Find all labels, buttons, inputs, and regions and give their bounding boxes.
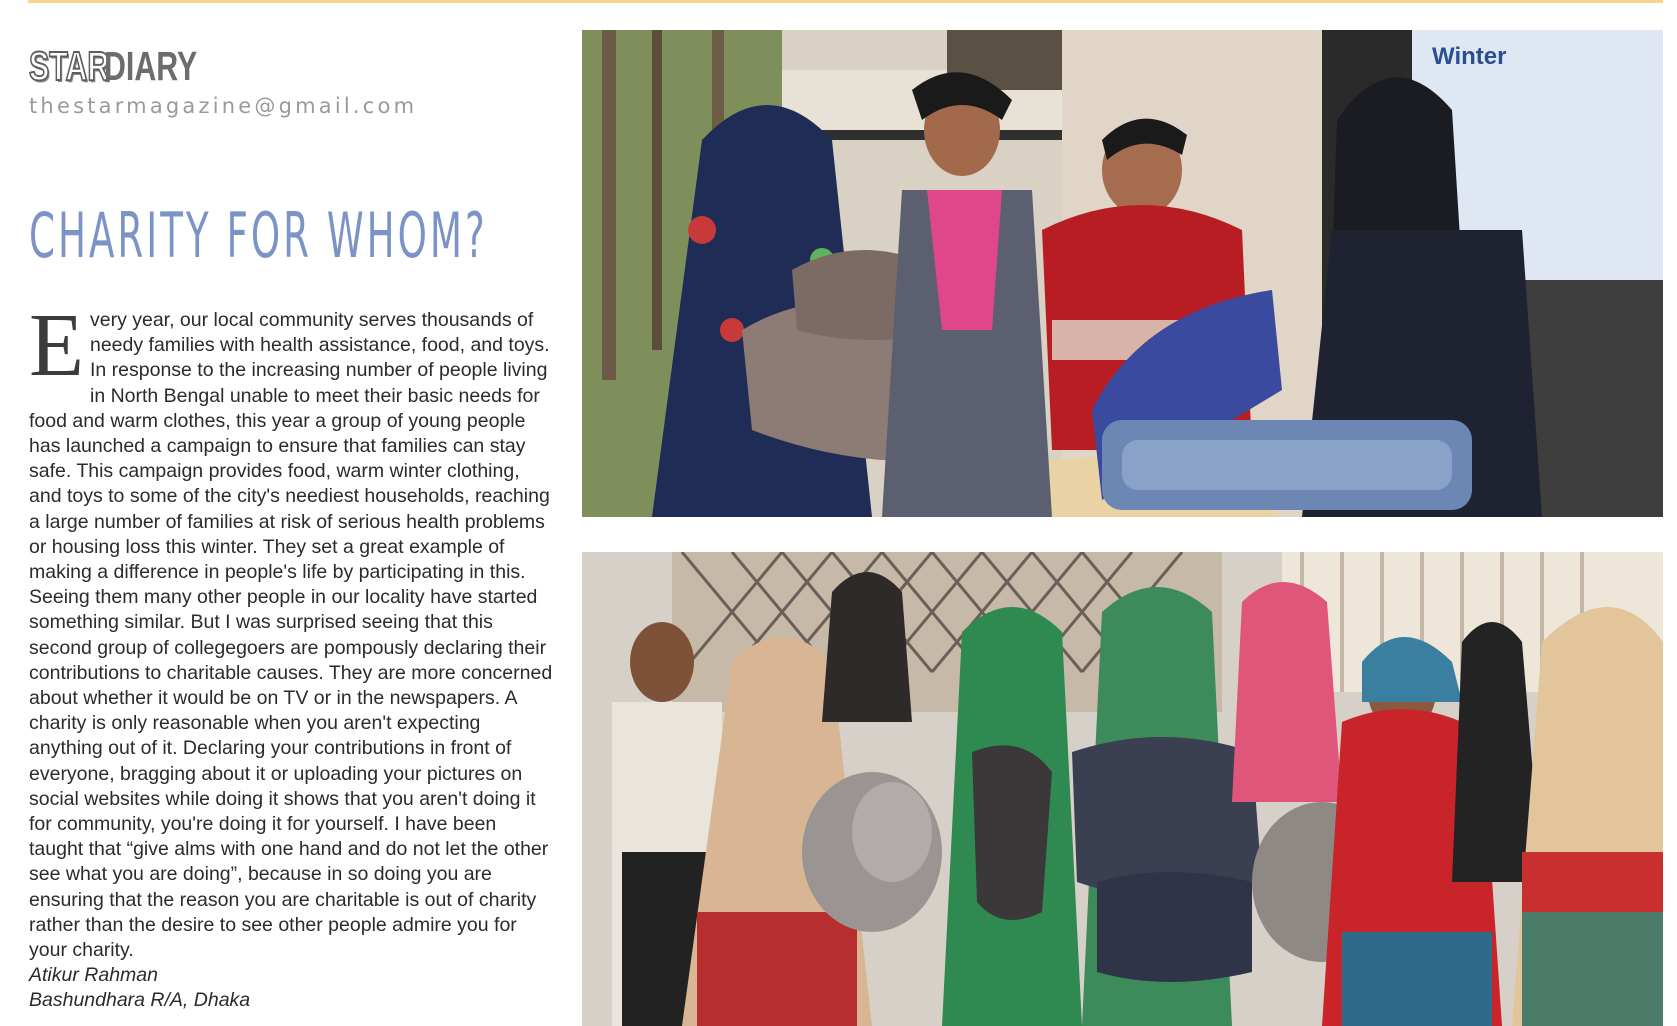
- photo-volunteers-distributing: [582, 30, 1663, 517]
- masthead-logo: [29, 44, 230, 88]
- author-name: Atikur Rahman: [29, 964, 158, 987]
- masthead-star: STAR: [29, 43, 110, 89]
- photo-recipients-illustration: [582, 552, 1663, 1026]
- article-headline: CHARITY FOR WHOM?: [29, 199, 488, 272]
- banner-text: Winter: [1432, 43, 1507, 70]
- article-body: [29, 296, 554, 1014]
- author-location: Bashundhara R/A, Dhaka: [29, 989, 251, 1012]
- drop-cap: E: [29, 296, 84, 395]
- photo-women-with-blankets: [582, 552, 1663, 1026]
- masthead-diary: DIARY: [103, 43, 197, 89]
- article-text: very year, our local community serves thousands of needy families with health assistance, food, and toys. In response to the increasing number of people living in North Bengal unable to meet their basic needs for food and warm clothes, this year a group of young people has launched a campaign to ensure that families can stay safe. This campaign provides food, warm winter clothing, and toys to some of the city's neediest households, reaching a large number of families at risk of serious health problems or housing loss this winter. They set a great example of making a difference in people's life by participating in this. Seeing them many other people in our locality have started something similar. But I was surprised seeing that this second group of collegegoers are pompously declaring their contributions to charitable causes. They are more concerned about whether it would be on TV or in the newspapers. A charity is only reasonable when you aren't expecting anything out of it. Declaring your contributions in front of everyone, bragging about it or uploading your pictures on social websites while doing it shows that you aren't doing it for community, you're doing it for yourself. I have been taught that “give alms with one hand and do not let the other see what you are doing”, because in so doing you are ensuring that the reason you are charitable is out of charity rather than the desire to see other people admire you for your charity.: [29, 309, 553, 962]
- photo-volunteers-illustration: [582, 30, 1663, 517]
- top-rule: [28, 0, 1663, 3]
- contact-email: thestarmagazine@gmail.com: [29, 94, 418, 118]
- article-paragraph: [29, 296, 554, 963]
